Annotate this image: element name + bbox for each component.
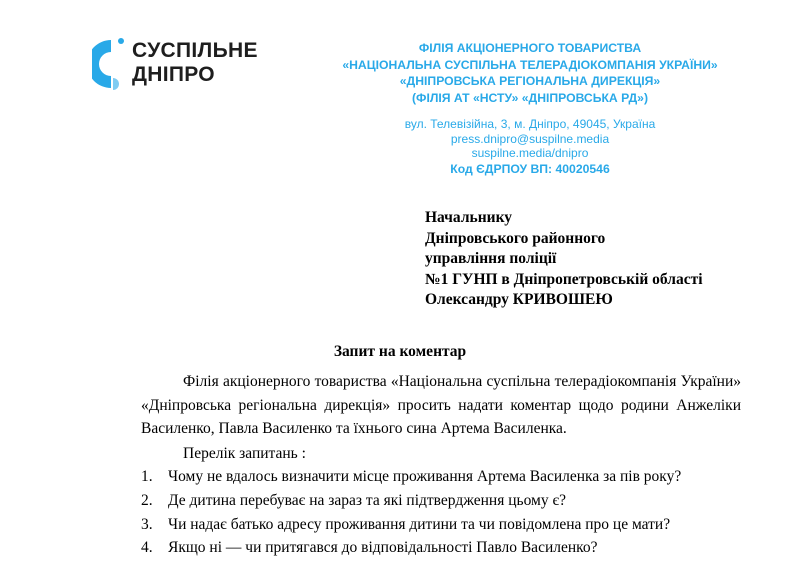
addressee-line-3: управління поліції [425,250,557,268]
org-website: suspilne.media/dnipro [471,146,589,161]
addressee-line-5: Олександру КРИВОШЕЮ [425,291,613,309]
org-line-3: «ДНІПРОВСЬКА РЕГІОНАЛЬНА ДИРЕКЦІЯ» [399,74,661,88]
suspilne-logo [92,38,282,88]
org-address: вул. Телевізійна, 3, м. Дніпро, 49045, Україна [404,117,656,131]
question-text: Якщо ні — чи притягався до відповідальності Павло Василенко? [168,539,598,557]
addressee-line-4: №1 ГУНП в Дніпропетровській області [425,270,703,288]
request-paragraph: Філія акціонерного товариства «Національна суспільна телерадіокомпанія України» «Дніпровська регіональна дирекція» просить надати коментар щодо родини Анжеліки Василенко, Павла Василенко та їхнього сина Артема Василенка. [141,373,741,437]
question-number: 3. [141,515,153,533]
org-line-1: ФІЛІЯ АКЦІОНЕРНОГО ТОВАРИСТВА [418,41,642,55]
addressee-block [425,208,703,311]
question-item [141,465,741,489]
question-number: 1. [141,468,153,485]
question-item [141,489,741,513]
question-text: Де дитина перебуває на зараз та які підтвердження цьому є? [168,491,566,509]
addressee-line-1: Начальнику [425,209,513,226]
org-line-2: «НАЦІОНАЛЬНА СУСПІЛЬНА ТЕЛЕРАДІОКОМПАНІЯ УКРАЇНИ» [342,57,718,72]
question-text: Чому не вдалось визначити місце проживання Артема Василенка за пів року? [168,468,682,485]
logo-line-2: ДНІПРО [132,63,215,86]
document-title: Запит на коментар [333,343,467,360]
org-line-4: (ФІЛІЯ АТ «НСТУ» «ДНІПРОВСЬКА РД») [411,90,649,105]
question-item [141,513,741,537]
question-text: Чи надає батько адресу проживання дитини та чи повідомлена про це мати? [168,515,671,533]
logo-wordmark [132,39,258,87]
question-number: 2. [141,491,153,509]
addressee-line-2: Дніпровського районного [425,229,606,247]
organization-header [300,40,760,177]
org-email: press.dnipro@suspilne.media [450,131,610,146]
org-code: Код ЄДРПОУ ВП: 40020546 [450,161,610,176]
letter-body [141,370,741,560]
questions-intro: Перелік запитань : [183,444,306,462]
suspilne-logo-icon [92,38,128,90]
question-number: 4. [141,539,153,557]
question-item [141,536,741,560]
questions-list [141,465,741,560]
logo-line-1: СУСПІЛЬНЕ [132,39,258,62]
